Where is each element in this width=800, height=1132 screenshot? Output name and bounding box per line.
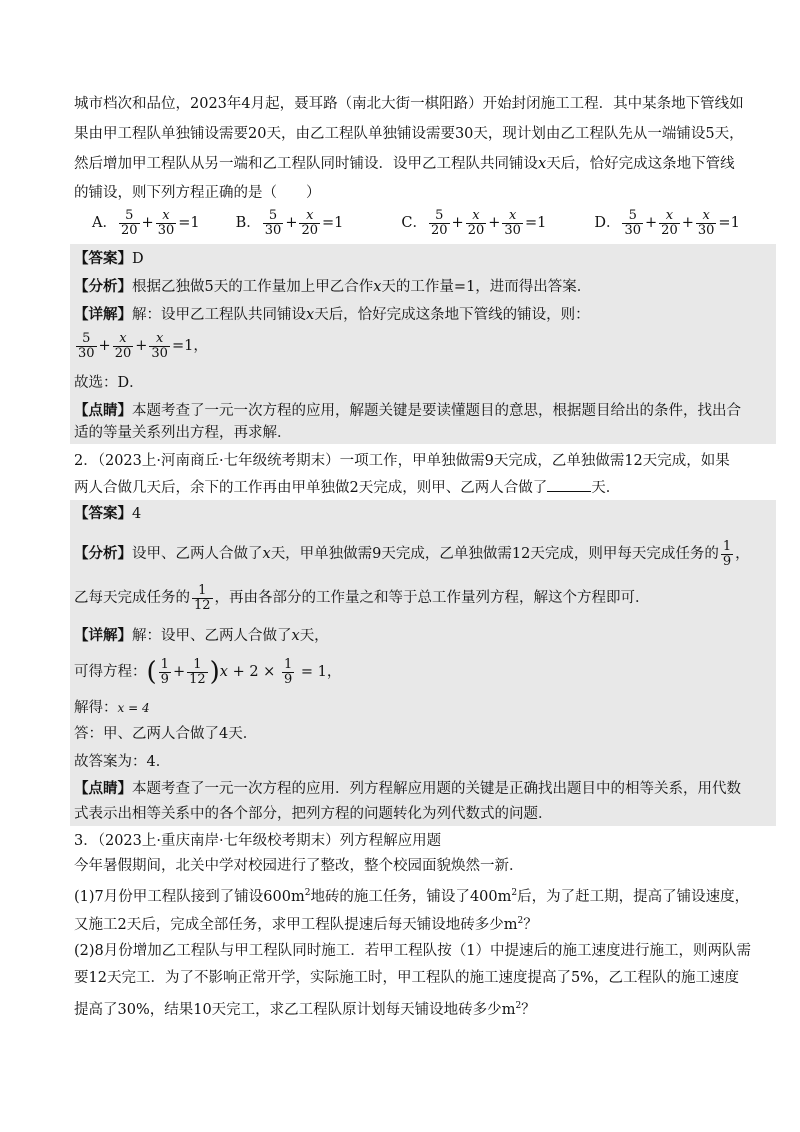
q1-stem-line-3	[74, 153, 735, 175]
q2-stem-text: 天．	[591, 480, 621, 496]
q1-detail	[74, 304, 590, 326]
detail-tag: 【详解】	[74, 306, 132, 323]
q2-comment-2: 式表示出相等关系中的各个部分，把列方程的问题转化为列代数式的问题．	[74, 806, 553, 822]
q1-options	[92, 205, 740, 241]
q2-final: 故答案为：4．	[74, 754, 171, 770]
answer-blank	[547, 477, 591, 492]
fraction: $\frac{x}{30}$	[697, 207, 715, 238]
q3-part2-line-1: (2)8月份增加乙工程队与甲工程队同时施工．若甲工程队按（1）中提速后的施工速度进行施工，则两队需	[74, 943, 751, 959]
fraction: $\frac{5}{20}$	[120, 207, 138, 238]
fraction: $\frac{1}{12}$	[189, 656, 206, 687]
detail-tag: 【详解】	[74, 627, 132, 644]
q1-option-d: D． $\frac{5}{30}$ + $\frac{x}{20}$ + $\frac{x}{30}$ =1	[594, 207, 740, 238]
q2-detail	[74, 625, 329, 647]
q2-stem-line-1: 2．（2023上·河南商丘·七年级统考期末）一项工作，甲单独做需9天完成，乙单独做需12天完成，如果	[74, 453, 730, 469]
detail-text: 解：设甲、乙两人合做了	[132, 628, 292, 644]
analysis-text: ，再由各部分的工作量之和等于总工作量列方程，解这个方程即可．	[214, 590, 650, 606]
q2-equation: 可得方程：( $\frac{1}{9}$ + $\frac{1}{12}$ )x + 2 × $\frac{1}{9}$ = 1，	[74, 656, 342, 687]
q3-part1-line-2	[74, 910, 538, 936]
q3-part2-line-3	[74, 995, 536, 1021]
q3-part1-line-1	[74, 882, 749, 908]
fraction: $\frac{1}{9}$	[722, 538, 732, 569]
fraction: $\frac{x}{20}$	[114, 330, 132, 361]
answer-tag: 【答案】	[74, 505, 132, 522]
q1-stem-line-4: 的铺设，则下列方程正确的是（ ）	[74, 185, 321, 201]
comment-text: 本题考查了一元一次方程的应用．列方程解应用题的关键是正确找出题目中的相等关系，用代数	[132, 781, 741, 797]
analysis-text: 天的工作量=1，进而得出答案．	[381, 279, 592, 295]
comment-tag: 【点睛】	[74, 402, 132, 419]
fraction: $\frac{x}{30}$	[157, 207, 175, 238]
q1-choose: 故选：D．	[74, 375, 144, 391]
q3-text: 地砖的施工任务，铺设了	[310, 888, 470, 905]
q1-stem-text: 然后增加甲工程队从另一端和乙工程队同时铺设．设甲乙工程队共同铺设	[74, 156, 538, 172]
fraction: $\frac{x}{20}$	[661, 207, 678, 238]
q2-stem-line-2	[74, 477, 620, 499]
unit: m	[503, 916, 518, 933]
superscript: 2	[511, 888, 518, 898]
fraction: $\frac{1}{9}$	[160, 656, 169, 687]
var-x: x	[538, 156, 547, 172]
option-label: D．	[594, 215, 621, 231]
option-label: C．	[401, 215, 427, 231]
q2-analysis-1: 【分析】设甲、乙两人合做了x天，甲单独做需9天完成，乙单独做需12天完成，则甲每天完成任务的 $\frac{1}{9}$ ，	[74, 538, 750, 569]
analysis-tag: 【分析】	[74, 545, 132, 562]
q1-equation: $\frac{5}{30}$ + $\frac{x}{20}$ + $\frac{x}{30}$ =1，	[78, 330, 208, 361]
q3-text: 提高了30%，结果10天完工，求乙工程队原计划每天铺设地砖多少	[74, 1001, 502, 1018]
q3-part2-line-2: 要12天完工．为了不影响正常开学，实际施工时，甲工程队的施工速度提高了5%，乙工程队的施工速度	[74, 970, 739, 986]
q2-comment-1	[74, 778, 741, 800]
fraction: $\frac{x}{20}$	[301, 207, 319, 238]
q3-text: (1)7月份甲工程队接到了铺设	[74, 888, 264, 905]
option-label: B．	[235, 215, 261, 231]
analysis-text: 根据乙独做5天的工作量加上甲乙合作	[132, 279, 374, 295]
q1-option-c: C． $\frac{5}{20}$ + $\frac{x}{20}$ + $\frac{x}{30}$ =1	[401, 207, 547, 238]
detail-text: 天后，恰好完成这条地下管线的铺设，则：	[314, 307, 590, 323]
q1-stem-text: 天后，恰好完成这条地下管线	[546, 156, 735, 172]
fraction: $\frac{1}{12}$	[194, 582, 211, 613]
q1-analysis	[74, 276, 591, 298]
q1-stem-line-1: 城市档次和品位，2023年4月起，聂耳路（南北大街一棋阳路）开始封闭施工工程．其中某条地下管线如	[74, 96, 744, 112]
superscript: 2	[517, 916, 524, 926]
solve-value: x = 4	[117, 701, 150, 715]
var-x: x	[291, 628, 300, 644]
answer-value: 4	[132, 506, 142, 522]
comment-tag: 【点睛】	[74, 780, 132, 797]
area-value: 600m	[263, 888, 305, 905]
q2-stem-text: 两人合做几天后，余下的工作再由甲单独做2天完成，则甲、乙两人合做了	[74, 480, 548, 496]
var-x: x	[306, 307, 315, 323]
q3-text: 又施工2天后，完成全部任务，求甲工程队提速后每天铺设地砖多少	[74, 916, 504, 933]
q3-stem-line-2: 今年暑假期间，北关中学对校园进行了整改，整个校园面貌焕然一新．	[74, 858, 524, 874]
var-x: x	[373, 279, 382, 295]
fraction: $\frac{x}{20}$	[467, 207, 485, 238]
var-x: x	[262, 546, 271, 562]
q3-text: ？	[521, 1001, 536, 1018]
q3-text: 后，为了赶工期，提高了铺设速度，	[517, 888, 750, 905]
comment-text: 本题考查了一元一次方程的应用，解题关键是要读懂题目的意思，根据题目给出的条件，找出合	[132, 403, 741, 419]
fraction: $\frac{x}{30}$	[504, 207, 521, 238]
detail-text: 解：设甲乙工程队共同铺设	[132, 307, 306, 323]
q1-comment-1	[74, 400, 741, 422]
equation-label: 可得方程：	[74, 664, 147, 680]
q2-analysis-2	[74, 580, 650, 616]
area-value: 400m	[469, 888, 512, 905]
fraction: $\frac{x}{30}$	[151, 330, 168, 361]
fraction: $\frac{5}{30}$	[264, 207, 282, 238]
q1-comment-2: 适的等量关系列出方程，再求解．	[74, 425, 292, 441]
option-label: A．	[92, 215, 117, 231]
q1-option-b: B． $\frac{5}{30}$ + $\frac{x}{20}$ =1	[235, 207, 344, 238]
q3-text: ？	[523, 916, 538, 933]
fraction: $\frac{5}{30}$	[624, 207, 642, 238]
answer-value: D	[132, 251, 144, 267]
answer-tag: 【答案】	[74, 250, 132, 267]
fraction: $\frac{5}{20}$	[431, 207, 448, 238]
superscript: 2	[304, 888, 311, 898]
fraction: $\frac{1}{9}$	[283, 656, 293, 687]
analysis-text: 乙每天完成任务的	[74, 590, 190, 606]
analysis-text: 天，甲单独做需9天完成，乙单独做需12天完成，则甲每天完成任务的	[270, 546, 719, 562]
q2-answer	[74, 503, 141, 525]
q2-solve	[74, 697, 150, 719]
superscript: 2	[515, 1001, 522, 1011]
detail-text: 天，	[299, 628, 329, 644]
q1-option-a: A． $\frac{5}{20}$ + $\frac{x}{30}$ =1	[92, 207, 200, 238]
analysis-text: 设甲、乙两人合做了	[132, 546, 263, 562]
q2-reply: 答：甲、乙两人合做了4天．	[74, 726, 258, 742]
q1-option-row	[92, 205, 740, 241]
solve-label: 解得：	[74, 700, 118, 716]
fraction: $\frac{5}{30}$	[78, 330, 95, 361]
unit: m	[501, 1001, 516, 1018]
analysis-tag: 【分析】	[74, 278, 132, 295]
q3-stem-line-1: 3．（2023上·重庆南岸·七年级校考期末）列方程解应用题	[74, 833, 442, 849]
q1-answer	[74, 248, 144, 270]
q1-stem-line-2: 果由甲工程队单独铺设需要20天，由乙工程队单独铺设需要30天，现计划由乙工程队先从一端铺设5天，	[74, 126, 744, 142]
